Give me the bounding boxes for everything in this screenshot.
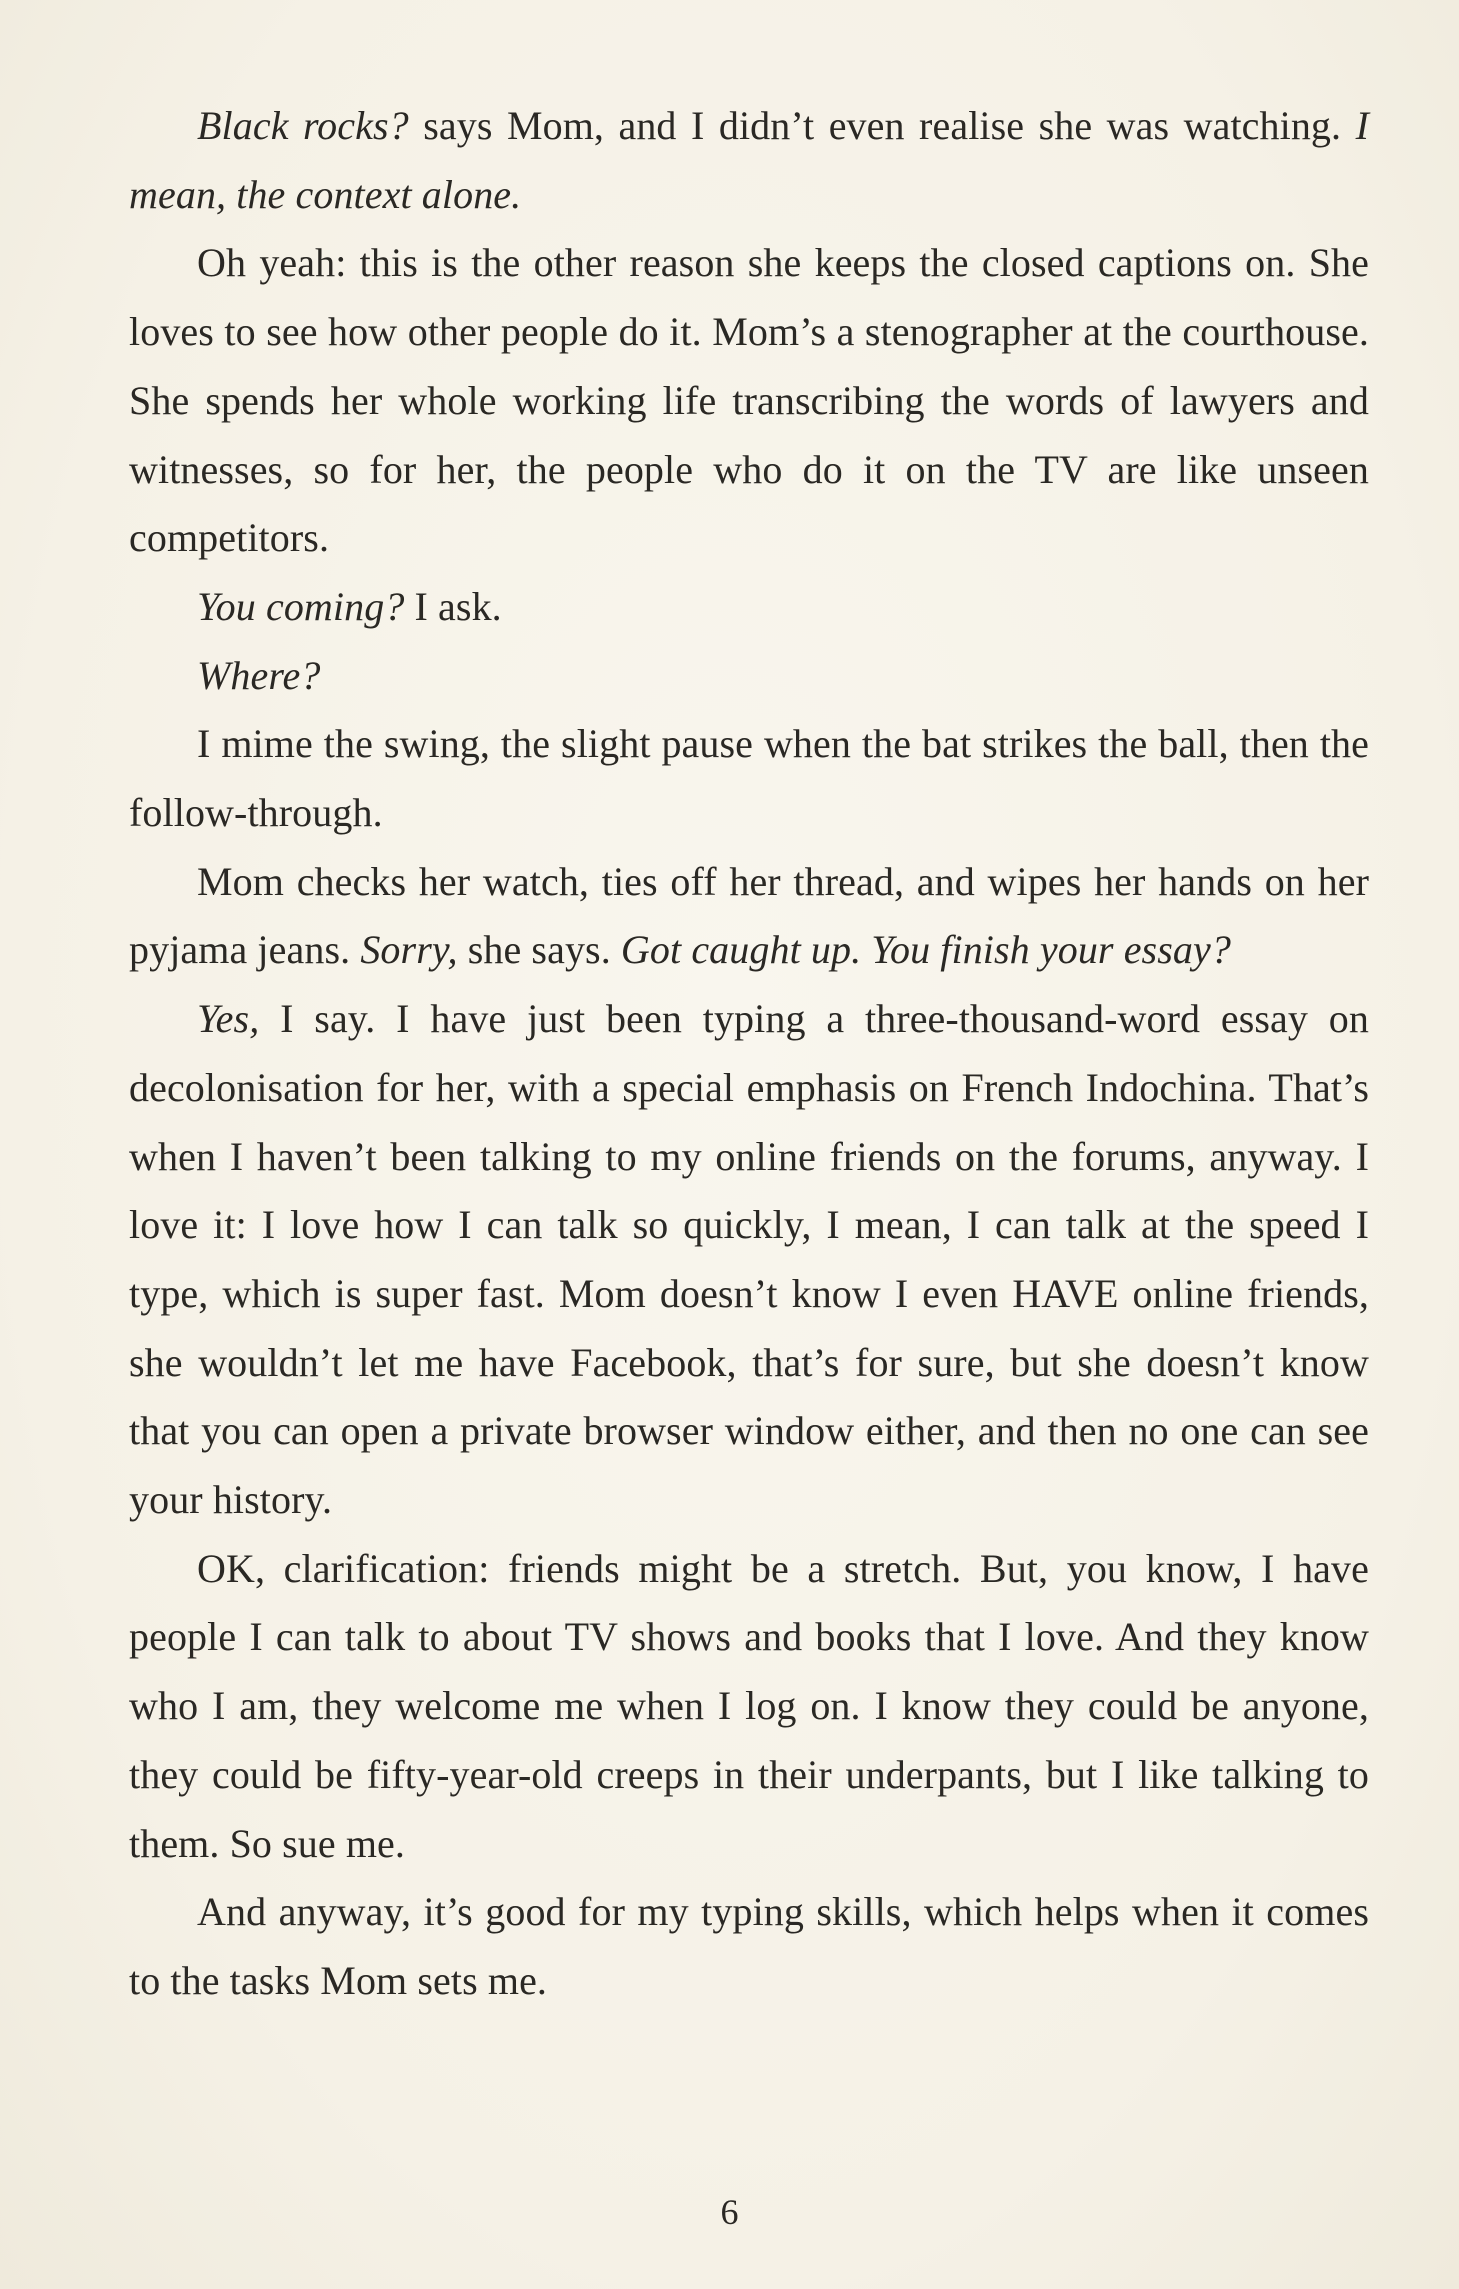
paragraph: [129, 573, 1369, 642]
text-run: she says.: [457, 927, 621, 973]
italic-text: You coming?: [197, 583, 405, 629]
body-text: [129, 92, 1369, 2016]
page-number: 6: [720, 2192, 739, 2232]
paragraph: [129, 642, 1369, 711]
paragraph: [129, 1878, 1369, 2015]
italic-text: Got caught up. You finish your essay?: [620, 927, 1231, 973]
paragraph: [129, 985, 1369, 1535]
paragraph: [129, 848, 1369, 985]
text-run: says Mom, and I didn’t even realise she was watching.: [408, 103, 1356, 148]
paragraph: [129, 92, 1369, 229]
italic-text: Yes,: [197, 996, 260, 1042]
paragraph: [129, 229, 1369, 573]
text-run: OK, clarification: friends might be a stretch. But, you know, I have people I can talk to about TV shows and books that I love. And they know who I am, they welcome me when I log on. I know they could be anyone, they could be fifty-year-old creeps in their underpants, but I like talking to them. So sue me.: [129, 1545, 1369, 1866]
text-run: I mime the swing, the slight pause when the bat strikes the ball, then the follow-through.: [129, 721, 1369, 836]
italic-text: Where?: [197, 652, 321, 698]
text-run: I say. I have just been typing a three-thousand-word essay on decolonisation for her, with a special emphasis on French Indochina. That’s when I haven’t been talking to my online friends on the forums, anyway. I love it: I love how I can talk so quickly, I mean, I can talk at the speed I type, which is super fast. Mom doesn’t know I even HAVE online friends, she wouldn’t let me have Facebook, that’s for sure, but she doesn’t know that you can open a private browser window either, and then no one can see your history.: [129, 996, 1369, 1523]
paragraph: [129, 1535, 1369, 1879]
text-run: Oh yeah: this is the other reason she keeps the closed captions on. She loves to see how other people do it. Mom’s a stenographer at the courthouse. She spends her whole working life transcribing the words of lawyers and witnesses, so for her, the people who do it on the TV are like unseen competitors.: [129, 240, 1369, 561]
text-run: And anyway, it’s good for my typing skills, which helps when it comes to the tasks Mom sets me.: [129, 1889, 1369, 2003]
italic-text: Sorry,: [360, 927, 458, 973]
text-run: I ask.: [404, 583, 502, 629]
text-run: Mom checks her watch, ties off her thread, and wipes her hands on her pyjama jeans.: [129, 858, 1369, 973]
paragraph: [129, 710, 1369, 847]
italic-text: Black rocks?: [197, 103, 409, 148]
italic-text: I mean, the context alone.: [129, 103, 1369, 217]
